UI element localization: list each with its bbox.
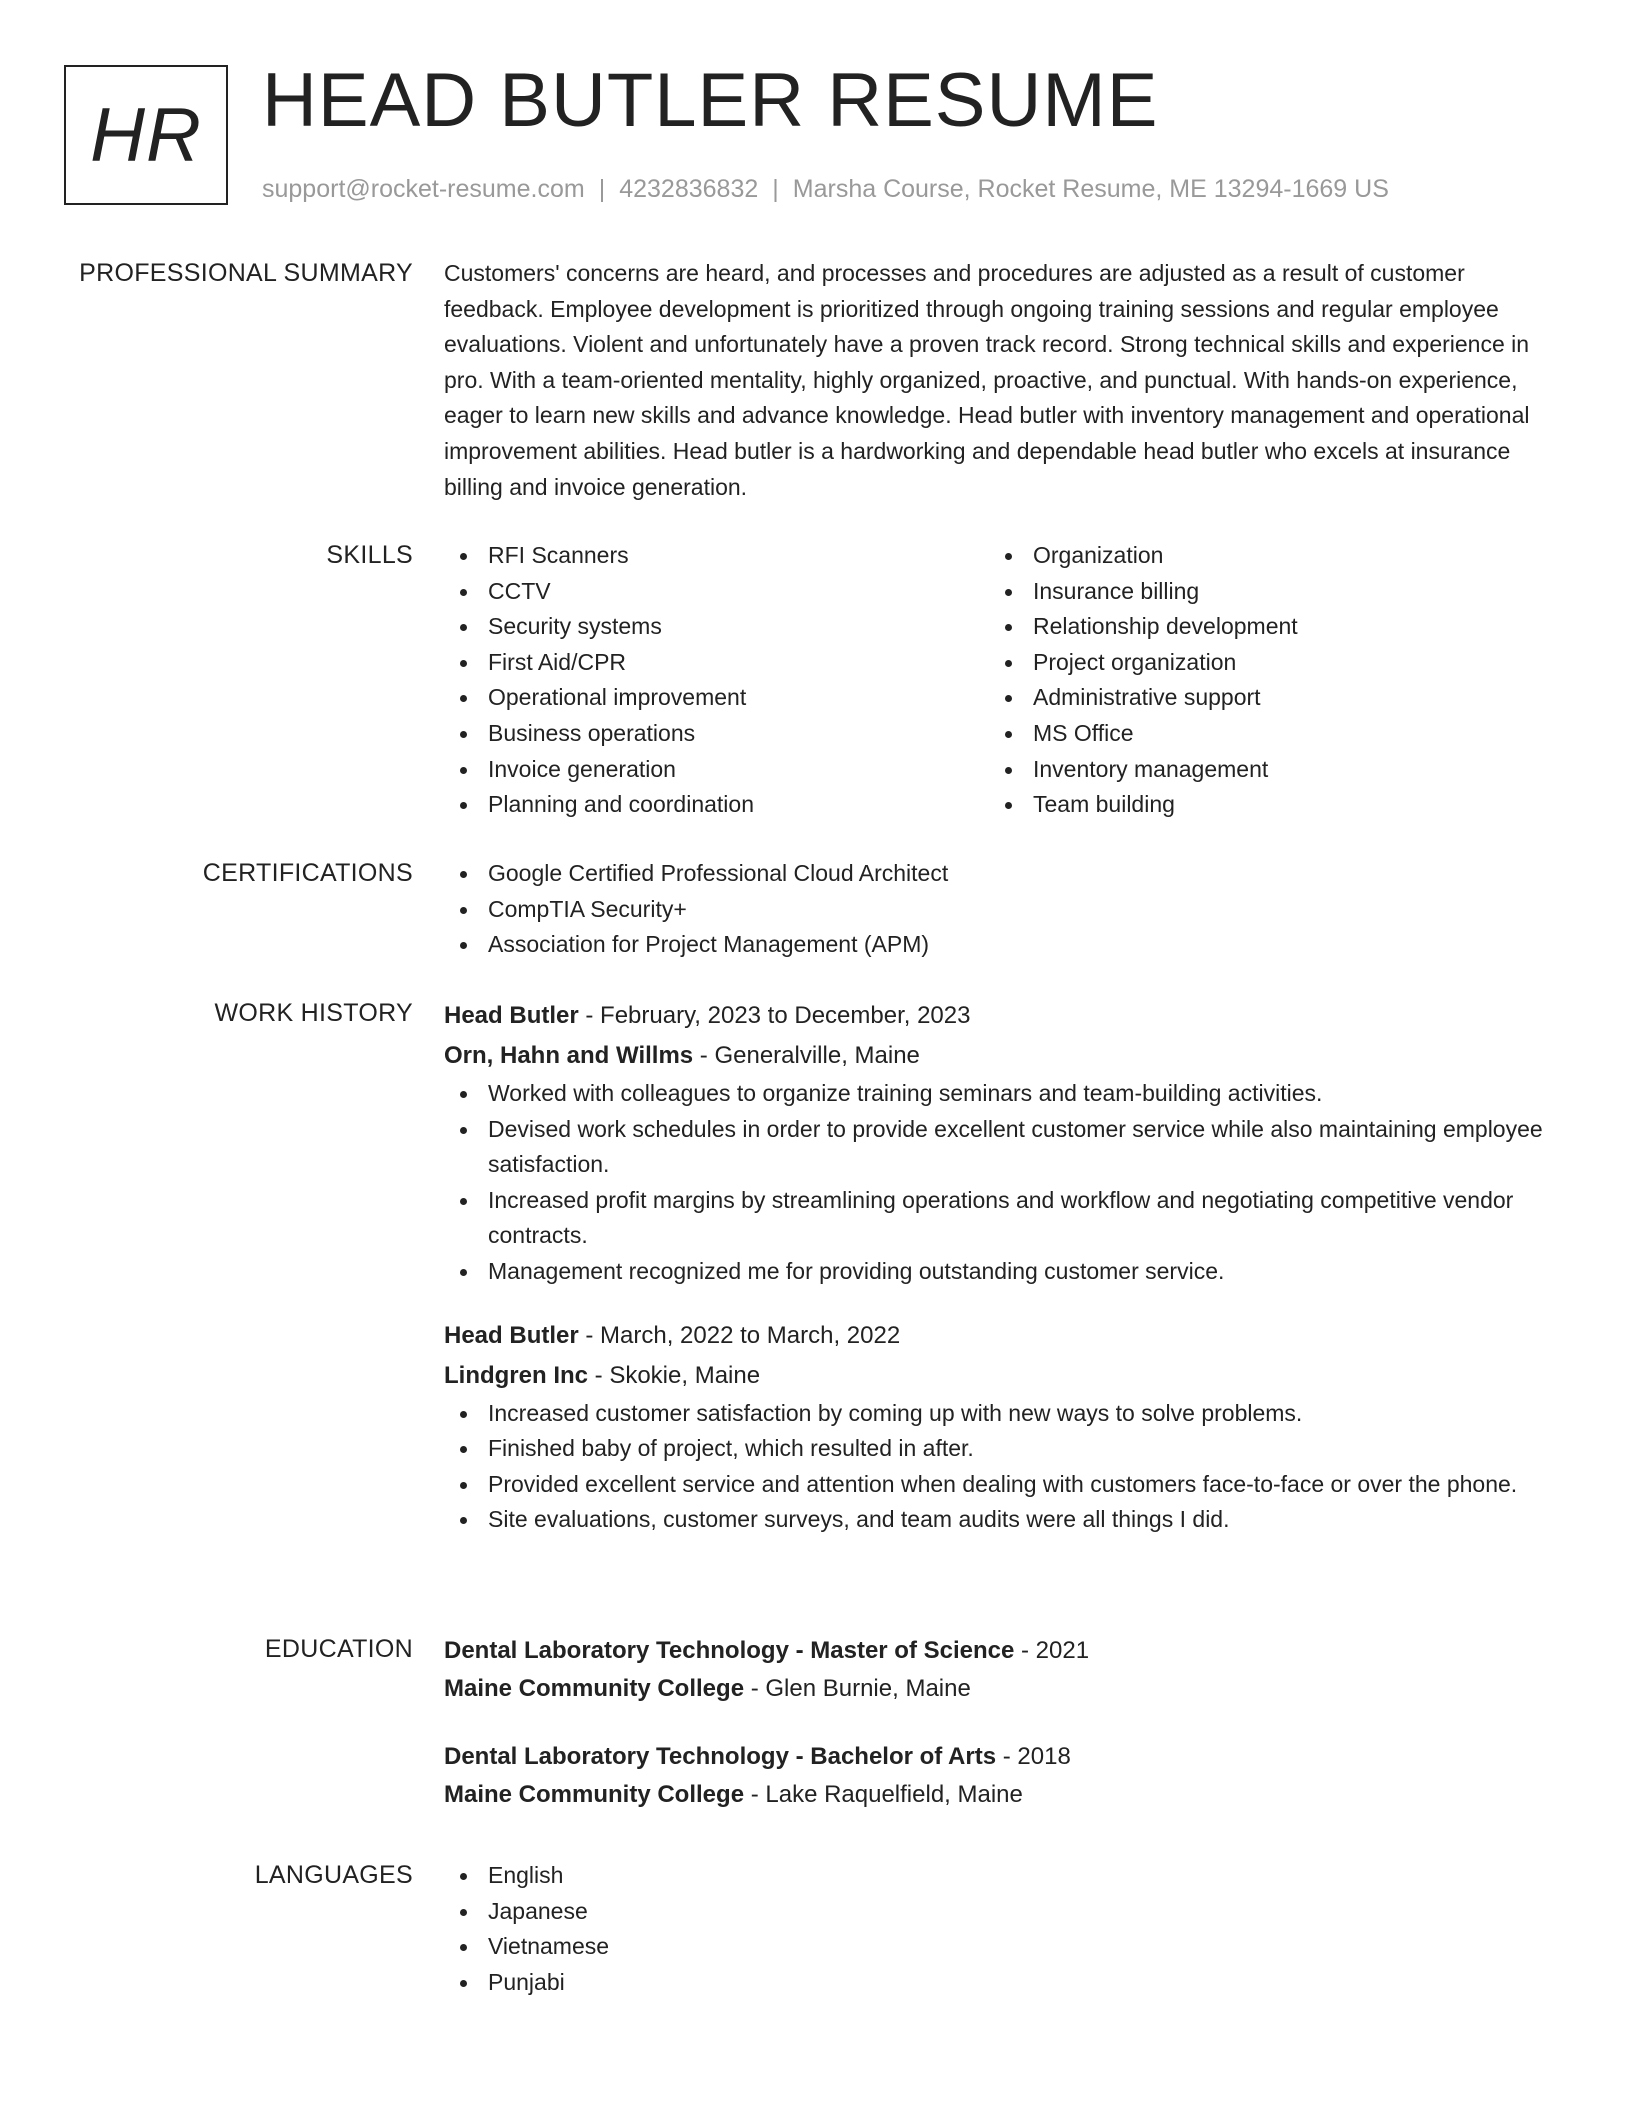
skill-item: Planning and coordination: [444, 787, 989, 823]
skill-item: Organization: [989, 538, 1534, 574]
education-degree: Dental Laboratory Technology - Master of Science: [444, 1637, 1015, 1664]
language-item: English: [444, 1858, 1548, 1894]
job-company-line: [444, 1036, 1548, 1076]
education-body: [444, 1632, 1548, 1814]
skill-item: Project organization: [989, 645, 1534, 681]
job-role: Head Butler: [444, 1002, 579, 1029]
job-role-line: [444, 1316, 1548, 1356]
job-bullets: [444, 1076, 1548, 1290]
certification-item: CompTIA Security+: [444, 892, 1548, 928]
job-bullet: Devised work schedules in order to provide excellent customer service while also maintaining employee satisfaction.: [444, 1112, 1548, 1183]
skill-item: RFI Scanners: [444, 538, 989, 574]
contact-phone[interactable]: 4232836832: [619, 175, 759, 203]
job-role-line: [444, 996, 1548, 1036]
education-entry: [444, 1632, 1548, 1708]
certification-item: Google Certified Professional Cloud Architect: [444, 856, 1548, 892]
job-bullet: Management recognized me for providing outstanding customer service.: [444, 1254, 1548, 1290]
job-bullets: [444, 1396, 1548, 1538]
certifications-list: [444, 856, 1548, 963]
skills-list-left: [444, 538, 989, 823]
summary-text: Customers' concerns are heard, and processes and procedures are adjusted as a result of customer feedback. Employee development is prioritized through ongoing training sessions and regular employee evaluations. Violent and unfortunately have a proven track record. Strong technical skills and experience in pro. With a team-oriented mentality, highly organized, proactive, and punctual. With hands-on experience, eager to learn new skills and advance knowledge. Head butler with inventory management and operational improvement abilities. Head butler is a hardworking and dependable head butler who excels at insurance billing and invoice generation.: [444, 260, 1530, 500]
skills-body: [444, 538, 1548, 823]
job-company: Orn, Hahn and Willms: [444, 1042, 694, 1069]
job-dates: - February, 2023 to December, 2023: [578, 1002, 971, 1029]
languages-body: [444, 1858, 1548, 2000]
monogram-logo: [64, 65, 228, 205]
job-role: Head Butler: [444, 1321, 579, 1349]
skills-list-right: [989, 538, 1534, 823]
skill-item: Team building: [989, 787, 1534, 823]
skill-item: Insurance billing: [989, 574, 1534, 610]
job-bullet: Increased customer satisfaction by coming up with new ways to solve problems.: [444, 1396, 1548, 1432]
skill-item: First Aid/CPR: [444, 645, 989, 681]
certification-item: Association for Project Management (APM): [444, 927, 1548, 963]
monogram-text: HR: [90, 92, 202, 178]
section-title-certifications: CERTIFICATIONS: [202, 859, 413, 887]
job-company: Lindgren Inc: [444, 1361, 588, 1389]
contact-address: Marsha Course, Rocket Resume, ME 13294-1669 US: [792, 175, 1389, 203]
job-entry: [444, 996, 1548, 1290]
language-item: Japanese: [444, 1894, 1548, 1930]
education-year: - 2018: [996, 1743, 1071, 1770]
contact-separator: |: [598, 175, 606, 203]
education-entry: [444, 1738, 1548, 1814]
job-bullet: Worked with colleagues to organize training seminars and team-building activities.: [444, 1076, 1548, 1112]
section-title-languages: LANGUAGES: [254, 1861, 413, 1889]
languages-list: [444, 1858, 1548, 2000]
job-company-line: [444, 1356, 1548, 1396]
job-location: - Skokie, Maine: [588, 1361, 761, 1389]
language-item: Punjabi: [444, 1965, 1548, 2001]
job-bullet: Site evaluations, customer surveys, and team audits were all things I did.: [444, 1502, 1548, 1538]
education-school: Maine Community College: [444, 1675, 745, 1702]
certifications-body: [444, 856, 1548, 963]
contact-email[interactable]: support@rocket-resume.com: [262, 175, 585, 203]
skill-item: Administrative support: [989, 680, 1534, 716]
section-title-summary: PROFESSIONAL SUMMARY: [79, 259, 413, 287]
education-degree: Dental Laboratory Technology - Bachelor of Arts: [444, 1743, 997, 1770]
skill-item: Invoice generation: [444, 752, 989, 788]
education-school: Maine Community College: [444, 1781, 745, 1808]
resume-title: HEAD BUTLER RESUME: [262, 58, 1159, 143]
education-school-line: [444, 1670, 1548, 1708]
section-title-education: EDUCATION: [264, 1635, 413, 1663]
contact-line: [262, 172, 1389, 206]
job-bullet: Increased profit margins by streamlining operations and workflow and negotiating competitive vendor contracts.: [444, 1183, 1548, 1254]
skill-item: Inventory management: [989, 752, 1534, 788]
language-item: Vietnamese: [444, 1929, 1548, 1965]
education-school-line: [444, 1776, 1548, 1814]
job-location: - Generalville, Maine: [693, 1042, 920, 1069]
education-degree-line: [444, 1632, 1548, 1670]
education-location: - Glen Burnie, Maine: [744, 1675, 971, 1702]
skill-item: Relationship development: [989, 609, 1534, 645]
skill-item: Business operations: [444, 716, 989, 752]
skill-item: Operational improvement: [444, 680, 989, 716]
skill-item: CCTV: [444, 574, 989, 610]
skill-item: MS Office: [989, 716, 1534, 752]
job-entry: [444, 1316, 1548, 1538]
job-dates: - March, 2022 to March, 2022: [578, 1321, 901, 1349]
education-year: - 2021: [1014, 1637, 1090, 1664]
work-history-body: [444, 996, 1548, 1538]
summary-body: [444, 256, 1548, 505]
skill-item: Security systems: [444, 609, 989, 645]
job-bullet: Finished baby of project, which resulted in after.: [444, 1431, 1548, 1467]
section-title-skills: SKILLS: [326, 541, 413, 569]
education-degree-line: [444, 1738, 1548, 1776]
section-title-work-history: WORK HISTORY: [214, 999, 413, 1027]
job-bullet: Provided excellent service and attention when dealing with customers face-to-face or over the phone.: [444, 1467, 1548, 1503]
contact-separator: |: [772, 175, 779, 203]
education-location: - Lake Raquelfield, Maine: [744, 1781, 1023, 1808]
